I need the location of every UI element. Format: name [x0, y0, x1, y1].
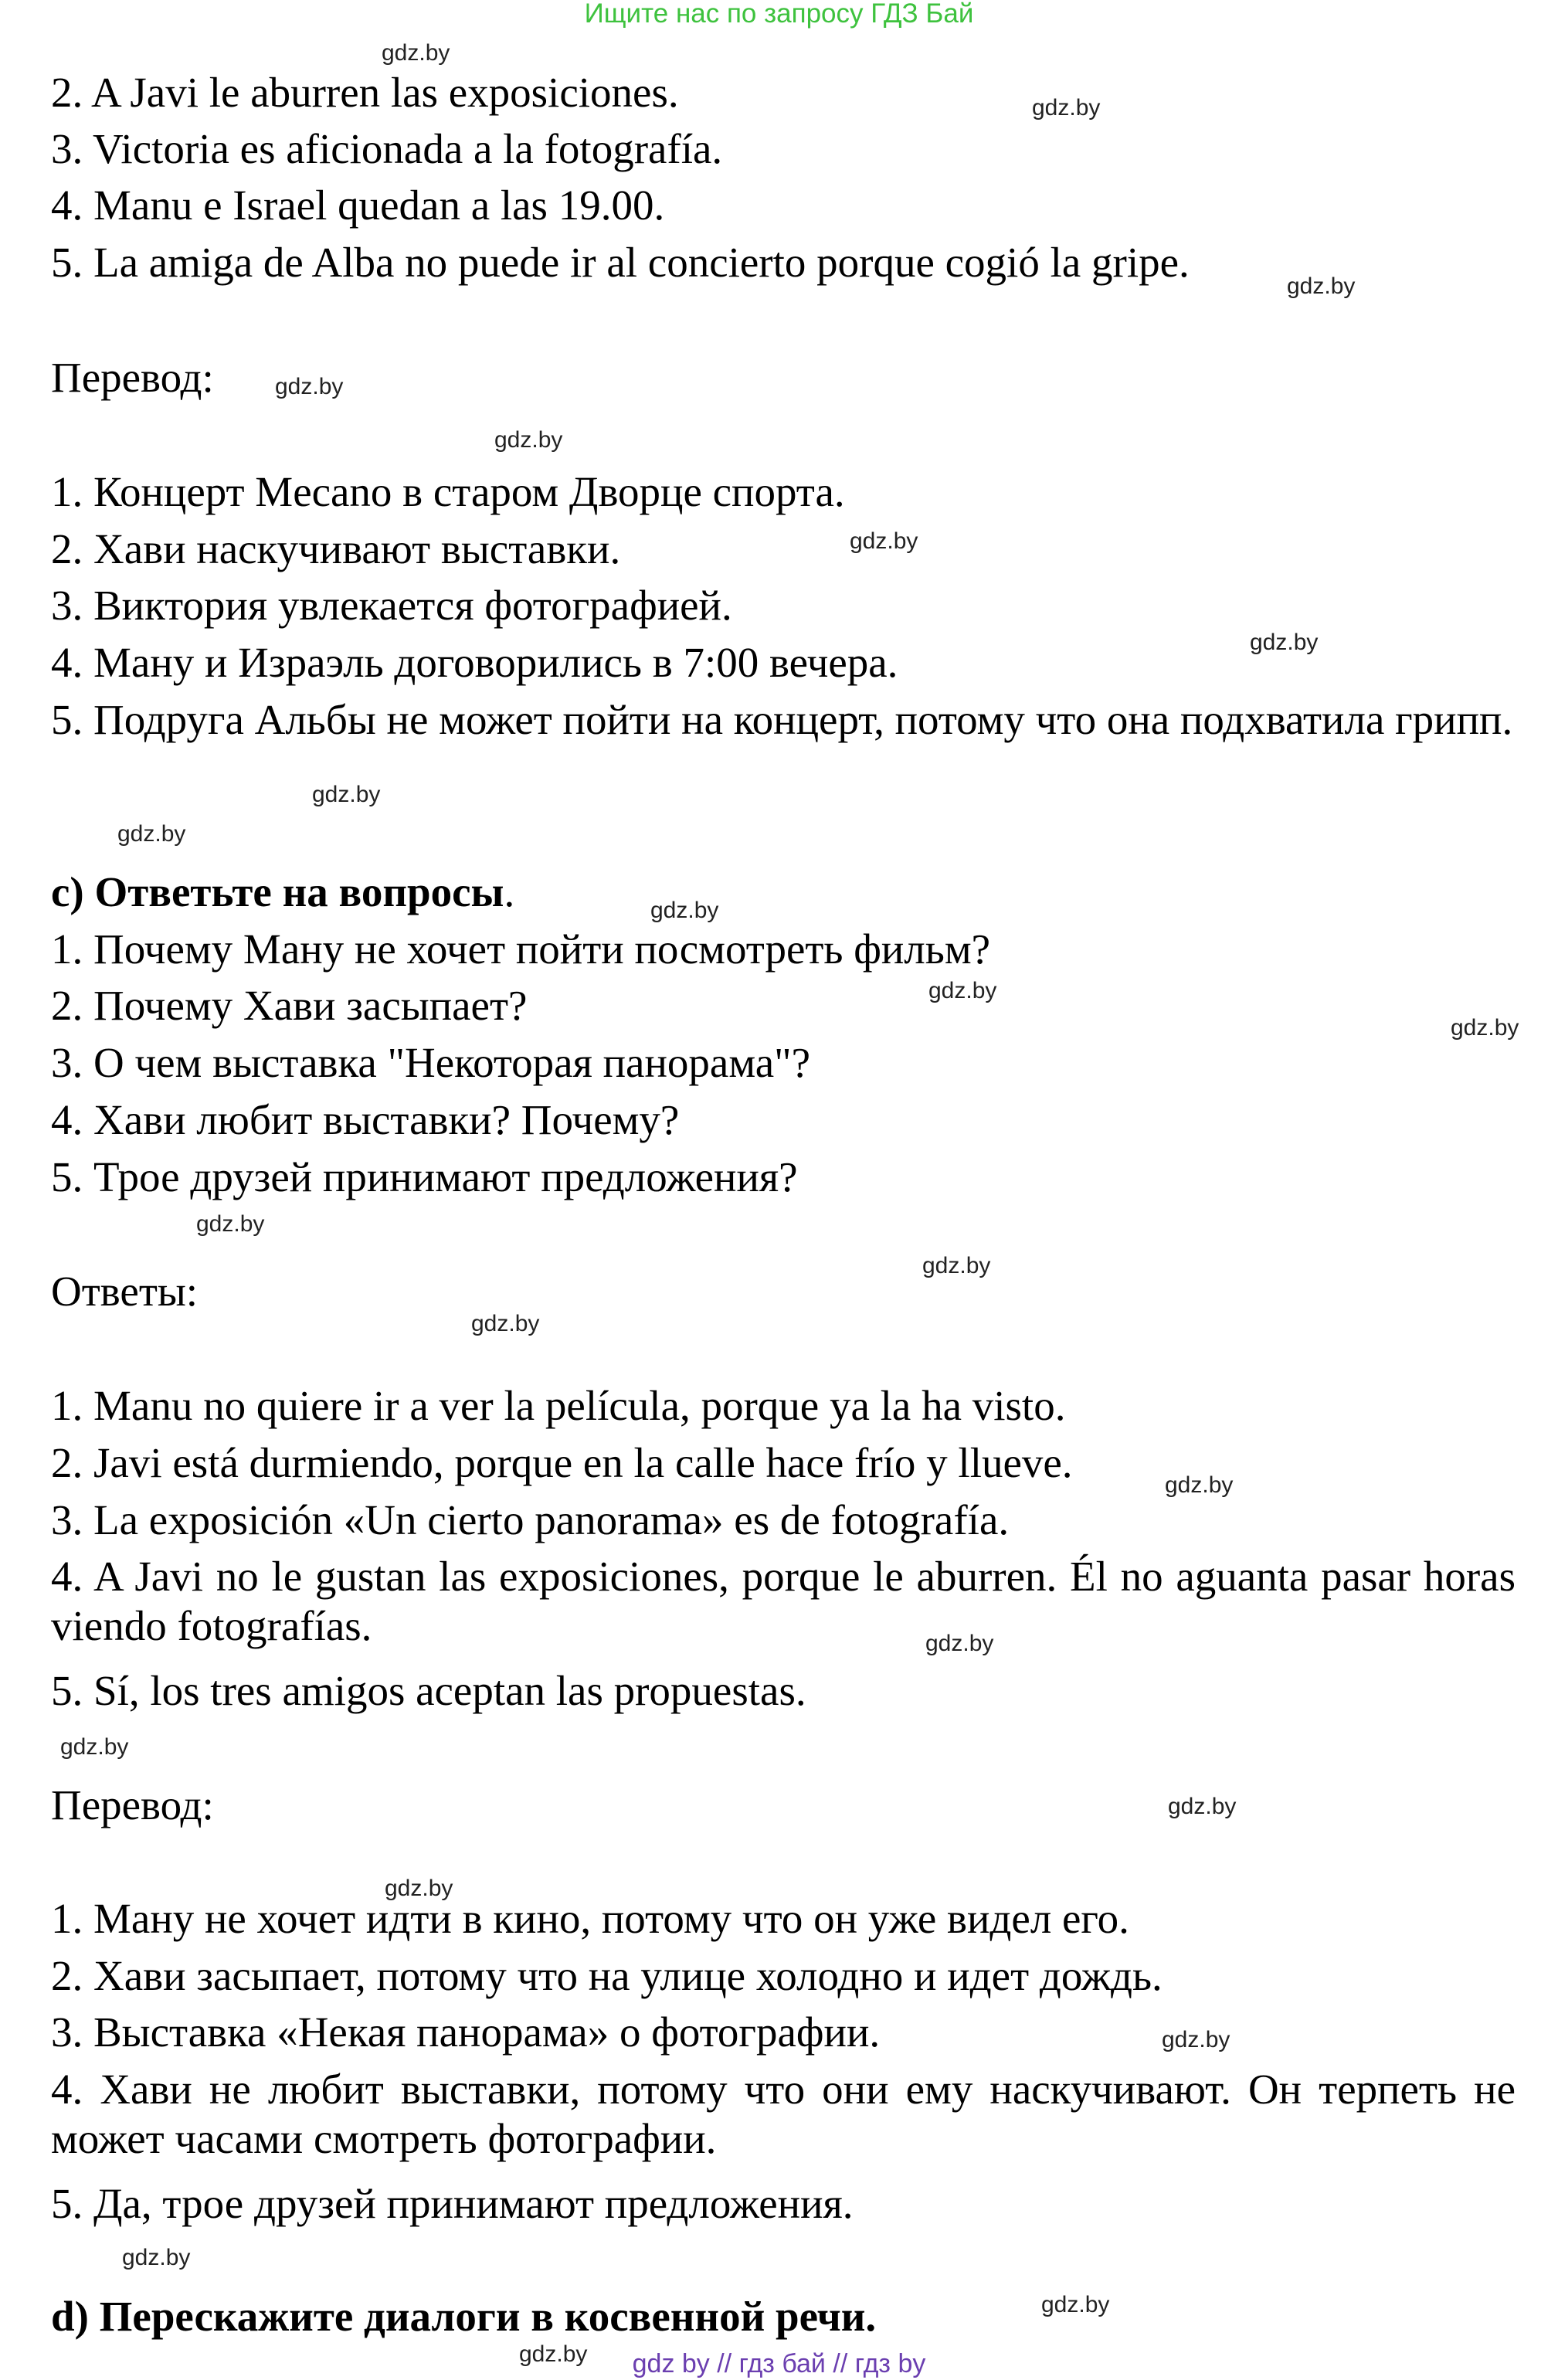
watermark: gdz.by — [1287, 273, 1356, 299]
list-item: 3. Victoria es aficionada a la fotografía. — [51, 125, 723, 172]
watermark: gdz.by — [385, 1876, 453, 1901]
watermark: gdz.by — [60, 1734, 129, 1760]
watermark: gdz.by — [650, 898, 719, 923]
answer-item: 3. La exposición «Un cierto panorama» es de fotografía. — [51, 1496, 1010, 1543]
list-item: 5. La amiga de Alba no puede ir al concierto porque cogió la gripe. — [51, 239, 1190, 286]
question-item: 4. Хави любит выставки? Почему? — [51, 1096, 680, 1143]
section-c-title: c) Ответьте на вопросы — [51, 868, 504, 915]
list-item: 3. Виктория увлекается фотографией. — [51, 582, 732, 629]
question-item: 2. Почему Хави засыпает? — [51, 982, 528, 1029]
translation-item: 5. Да, трое друзей принимают предложения. — [51, 2180, 854, 2227]
translation-item: 1. Ману не хочет идти в кино, потому что он уже видел его. — [51, 1895, 1129, 1942]
watermark: gdz.by — [275, 374, 344, 399]
question-item: 1. Почему Ману не хочет пойти посмотреть фильм? — [51, 925, 991, 973]
watermark: gdz.by — [117, 821, 186, 847]
answers-label: Ответы: — [51, 1268, 199, 1315]
watermark: gdz.by — [1451, 1015, 1519, 1041]
section-c-title-dot: . — [504, 868, 515, 915]
list-item: 2. A Javi le aburren las exposiciones. — [51, 69, 679, 116]
watermark: gdz.by — [312, 782, 381, 807]
watermark: gdz.by — [196, 1211, 265, 1237]
question-item: 3. О чем выставка "Некоторая панорама"? — [51, 1039, 811, 1086]
watermark: gdz.by — [382, 40, 450, 66]
watermark: gdz.by — [1162, 2027, 1230, 2052]
section-c-heading — [51, 867, 514, 917]
answer-item: 2. Javi está durmiendo, porque en la calle hace frío y llueve. — [51, 1439, 1073, 1486]
list-item: 1. Концерт Mecano в старом Дворце спорта. — [51, 468, 845, 515]
watermark: gdz.by — [850, 528, 918, 554]
watermark: gdz.by — [122, 2245, 191, 2270]
translation-item: 4. Хави не любит выставки, потому что они ему наскучивают. Он терпеть не может часами смотреть фотографии. — [51, 2066, 1516, 2162]
list-item: 4. Manu e Israel quedan a las 19.00. — [51, 182, 665, 229]
list-item: 2. Хави наскучивают выставки. — [51, 525, 621, 572]
answer-item: 1. Manu no quiere ir a ver la película, porque ya la ha visto. — [51, 1382, 1066, 1429]
top-banner: Ищите нас по запросу ГДЗ Бай — [584, 0, 974, 29]
translation-label: Перевод: — [51, 354, 214, 401]
watermark: gdz.by — [922, 1253, 991, 1278]
watermark: gdz.by — [1168, 1794, 1237, 1819]
watermark: gdz.by — [471, 1311, 540, 1336]
watermark: gdz.by — [928, 978, 997, 1003]
watermark: gdz.by — [494, 427, 563, 453]
section-d-title: d) Перескажите диалоги в косвенной речи. — [51, 2293, 877, 2340]
watermark: gdz.by — [1032, 95, 1101, 121]
watermark: gdz.by — [1165, 1472, 1234, 1498]
translation-item: 3. Выставка «Некая панорама» о фотографии. — [51, 2008, 881, 2056]
watermark: gdz.by — [1250, 630, 1319, 655]
answer-item: 4. A Javi no le gustan las exposiciones, porque le aburren. Él no aguanta pasar horas viendo fotografías. — [51, 1553, 1516, 1649]
watermark: gdz.by — [925, 1631, 994, 1656]
list-item: 5. Подруга Альбы не может пойти на концерт, потому что она подхватила грипп. — [51, 696, 1513, 743]
watermark: gdz.by — [1041, 2292, 1110, 2317]
answer-item: 5. Sí, los tres amigos aceptan las propuestas. — [51, 1667, 806, 1714]
footer-banner: gdz by // гдз бай // гдз by — [632, 2349, 926, 2378]
translation-label: Перевод: — [51, 1781, 214, 1828]
translation-item: 2. Хави засыпает, потому что на улице холодно и идет дождь. — [51, 1952, 1163, 1999]
question-item: 5. Трое друзей принимают предложения? — [51, 1153, 798, 1200]
list-item: 4. Ману и Израэль договорились в 7:00 вечера. — [51, 639, 898, 686]
watermark: gdz.by — [519, 2341, 588, 2367]
